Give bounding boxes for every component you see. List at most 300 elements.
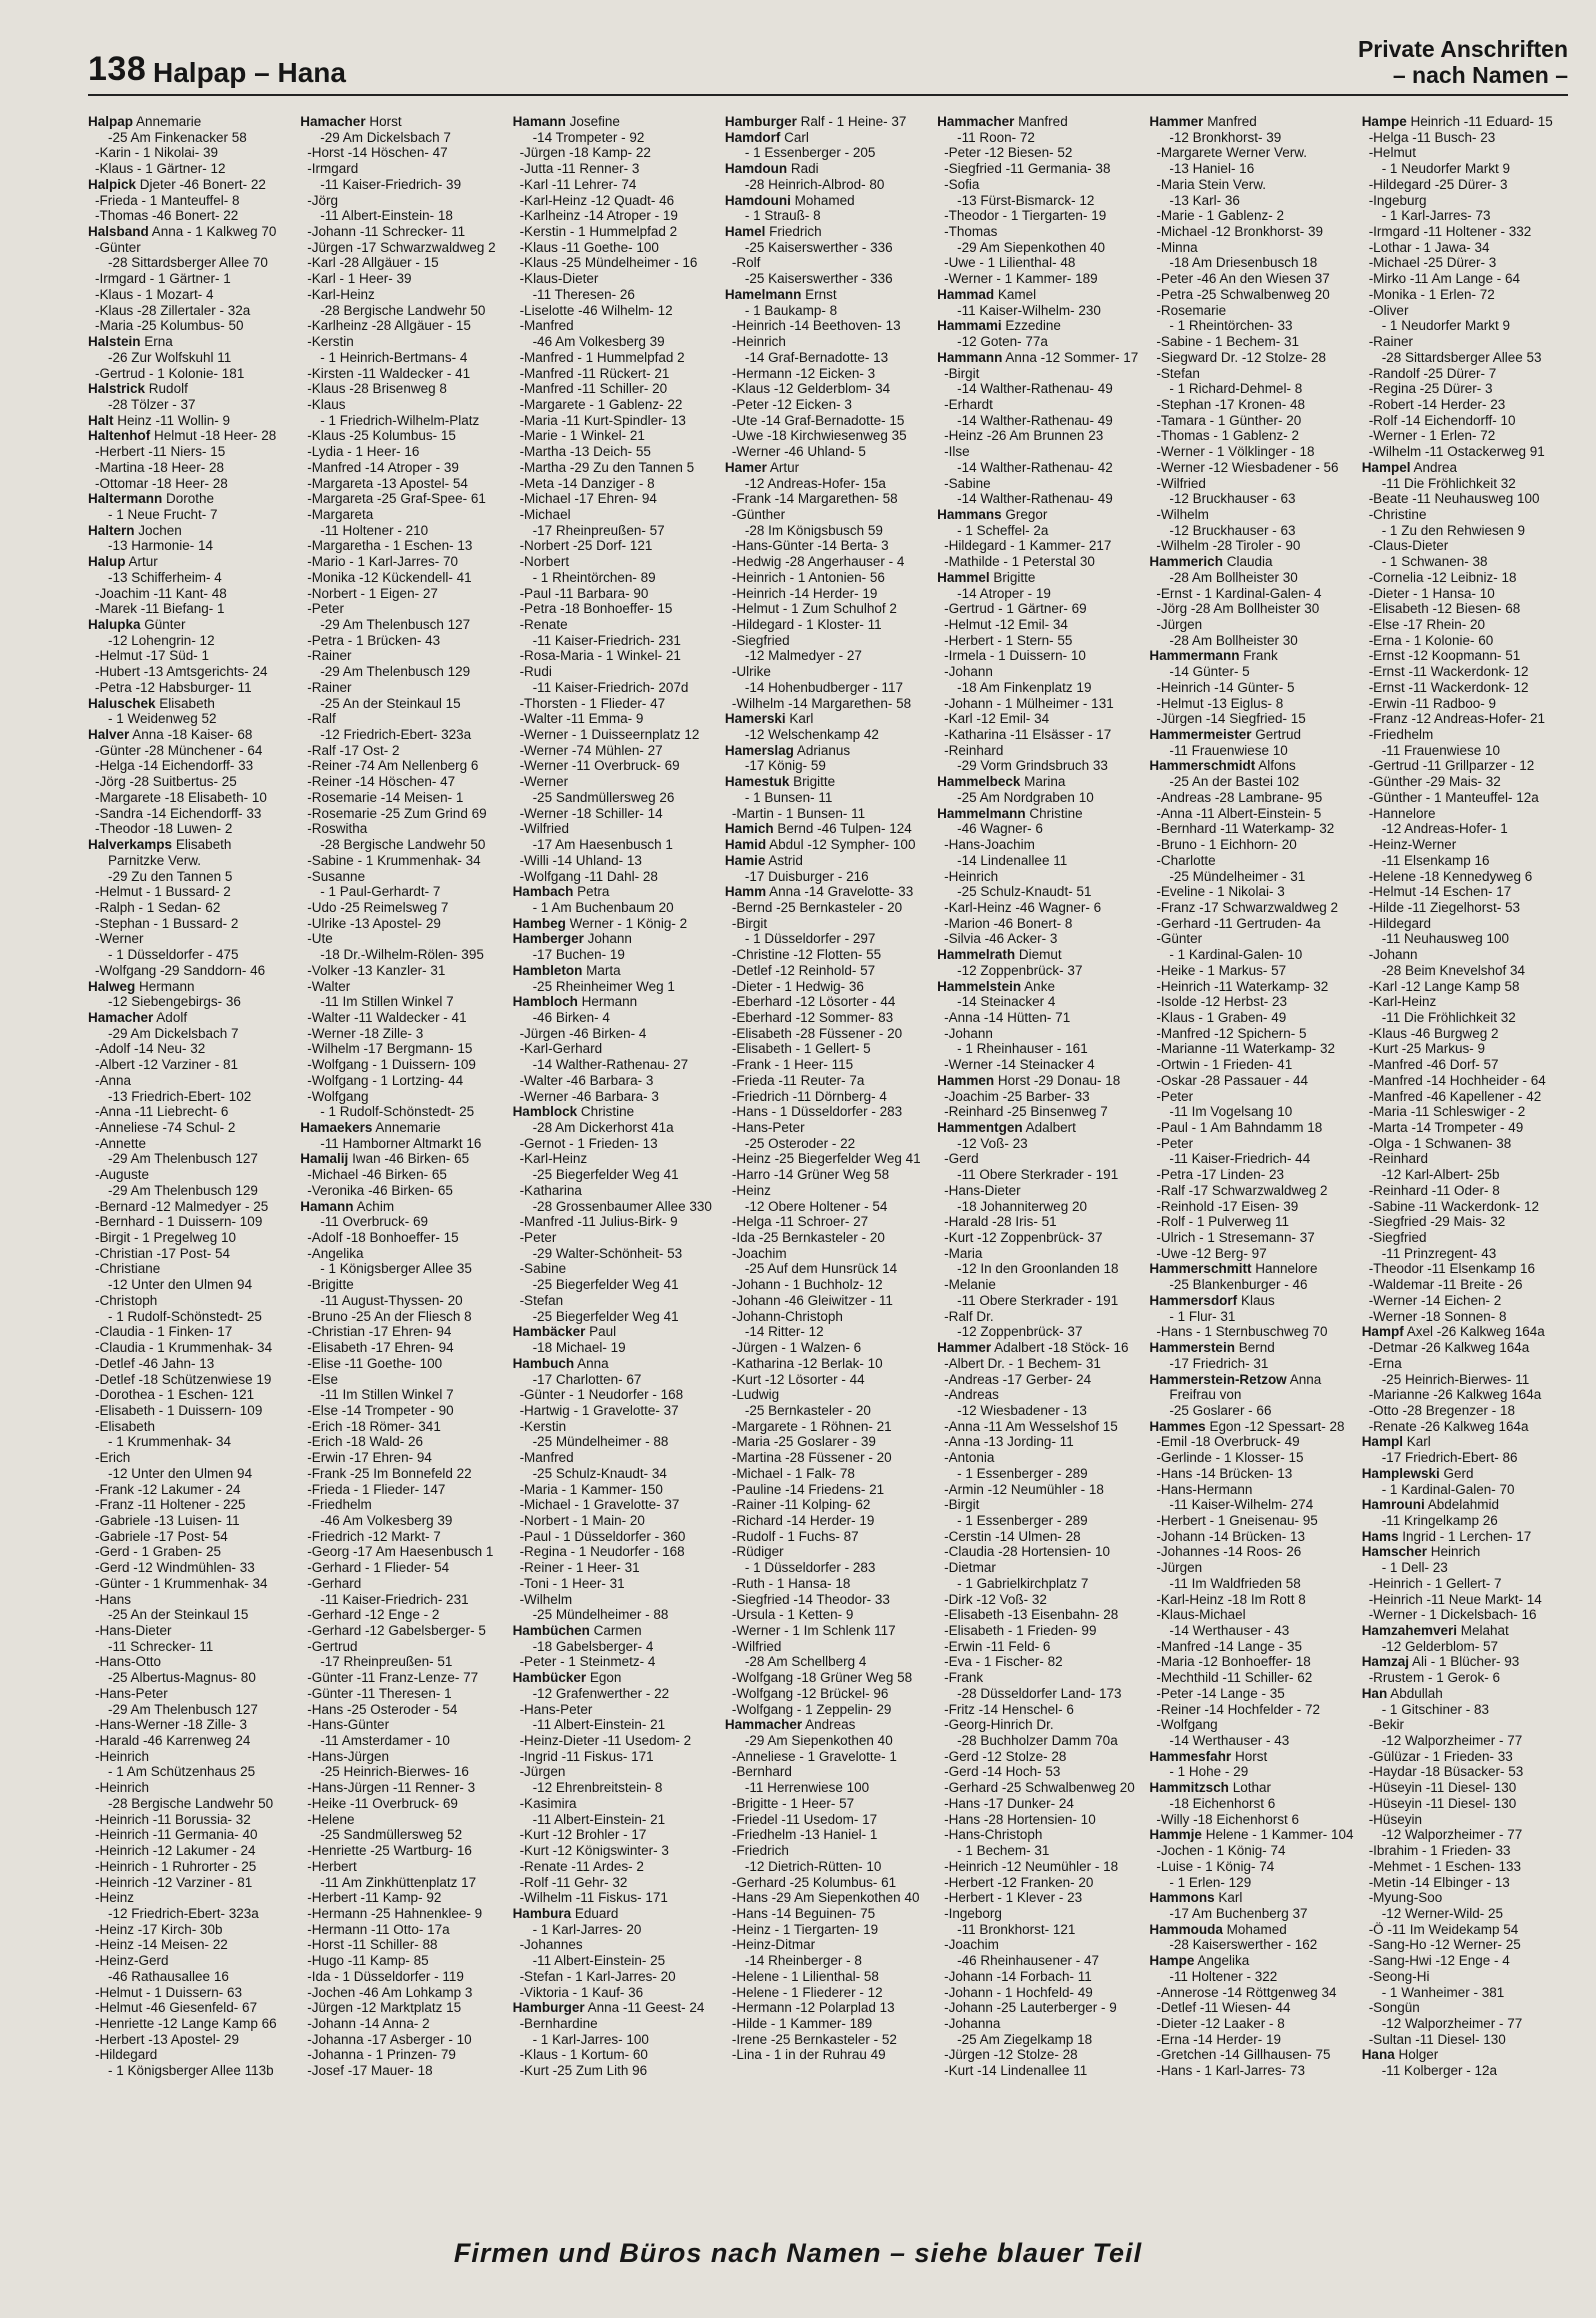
directory-entry: -12 Lohengrin- 12 <box>108 632 215 648</box>
directory-column <box>300 114 506 2206</box>
directory-entry: -Else -14 Trompeter - 90 <box>307 1402 454 1418</box>
directory-entry: -Ulrich - 1 Stresemann- 37 <box>1156 1230 1315 1246</box>
directory-entry: Halpap Annemarie <box>88 114 202 129</box>
directory-entry: -12 Andreas-Hofer- 15a <box>744 475 886 491</box>
directory-entry: -Günter -11 Theresen- 1 <box>307 1685 452 1701</box>
directory-entry: -Günter -28 Münchener - 64 <box>95 742 263 758</box>
directory-entry: -25 Sandmüllersweg 26 <box>532 789 675 805</box>
directory-entry: -Volker -13 Kanzler- 31 <box>307 962 446 978</box>
directory-entry: Hampe Angelika <box>1149 1953 1250 1969</box>
directory-entry: -Rainer <box>307 679 352 695</box>
directory-entry: Hammes Egon -12 Spessart- 28 <box>1149 1418 1345 1434</box>
directory-entry: -Ibrahim - 1 Frieden- 33 <box>1368 1843 1511 1859</box>
directory-entry: -Michael -12 Bronkhorst- 39 <box>1156 224 1323 240</box>
directory-entry: -Wilfried <box>731 1638 782 1654</box>
directory-entry: Hammer Manfred <box>1149 114 1257 129</box>
directory-entry: -25 Sandmüllersweg 52 <box>320 1827 463 1843</box>
directory-entry: Hamie Astrid <box>724 852 803 868</box>
directory-entry: -Mehmet - 1 Eschen- 133 <box>1368 1858 1522 1874</box>
directory-entry: -Wilfried <box>519 821 570 837</box>
directory-entry: -25 An der Steinkaul 15 <box>108 1607 249 1623</box>
directory-entry: -Silvia -46 Acker- 3 <box>944 931 1058 947</box>
directory-entry: -Bernard -12 Malmedyer - 25 <box>95 1198 269 1214</box>
surname: Hammelrath <box>937 947 1016 963</box>
directory-entry: -Veronika -46 Birken- 65 <box>307 1182 453 1198</box>
directory-entry: -12 Zoppenbrück- 37 <box>957 962 1083 978</box>
directory-entry: Hampe Heinrich -11 Eduard- 15 <box>1361 114 1553 129</box>
directory-entry: -Peter -12 Biesen- 52 <box>944 145 1073 161</box>
directory-entry: -Werner - 1 Dickelsbach- 16 <box>1368 1607 1537 1623</box>
directory-entry: -12 Bruckhauser - 63 <box>1169 491 1296 507</box>
directory-entry: -Albert -12 Varziner - 81 <box>95 1057 239 1073</box>
directory-entry: -Heinz <box>731 1182 771 1198</box>
directory-entry: -Michael <box>519 506 571 522</box>
directory-entry: -Jürgen <box>1156 617 1203 632</box>
directory-entry: -Heinz - 1 Tiergarten- 19 <box>731 1921 879 1937</box>
directory-entry: - 1 Düsseldorfer - 297 <box>744 931 876 947</box>
directory-entry: -Anneliese - 1 Gravelotte- 1 <box>731 1748 897 1764</box>
directory-entry: -Helga -14 Eichendorff- 33 <box>95 758 254 774</box>
directory-entry: -14 Hohenbudberger - 117 <box>744 679 903 695</box>
directory-entry: -Walter -11 Emma- 9 <box>519 711 644 727</box>
directory-entry: -Susanne <box>307 868 366 884</box>
directory-entry: -Klaus <box>307 396 346 412</box>
surname: Han <box>1361 1685 1388 1701</box>
directory-entry: -Paul - 1 Am Bahndamm 18 <box>1156 1120 1323 1135</box>
directory-entry: -Friedel -11 Usedom- 17 <box>731 1811 878 1827</box>
directory-entry: -12 Voß- 23 <box>957 1135 1028 1151</box>
directory-entry: Hammelstein Anke <box>937 978 1055 994</box>
directory-entry: -Jutta -11 Renner- 3 <box>519 161 640 177</box>
directory-entry: -Hüseyin <box>1368 1811 1422 1827</box>
directory-entry: -Günther <box>731 506 786 522</box>
surname: Halstein <box>88 334 141 350</box>
directory-entry: Haltermann Dorothe <box>88 491 215 507</box>
directory-entry: Hammerschmidt Alfons <box>1149 758 1296 774</box>
directory-entry: -Herbert -11 Niers- 15 <box>95 444 226 460</box>
directory-entry: -Birgit <box>944 1497 980 1513</box>
directory-entry: -Rolf -11 Gehr- 32 <box>519 1874 628 1890</box>
directory-entry: -Stefan - 1 Karl-Jarres- 20 <box>519 1968 676 1984</box>
directory-entry: -Helmut -17 Süd- 1 <box>95 648 210 664</box>
footer-note: Firmen und Büros nach Namen – siehe blauer Teil <box>453 2238 1143 2268</box>
directory-entry: -Ö -11 Im Weidekamp 54 <box>1368 1921 1519 1937</box>
directory-entry: -Gerhard -12 Enge - 2 <box>307 1607 440 1623</box>
directory-entry: -28 Am Dickerhorst 41a <box>532 1120 674 1135</box>
directory-entry: Hammentgen Adalbert <box>937 1120 1076 1135</box>
directory-entry: -Herbert <box>307 1858 357 1874</box>
directory-entry: -Hildegard -25 Dürer- 3 <box>1368 176 1508 192</box>
directory-entry: -Frieda -11 Reuter- 7a <box>731 1072 865 1088</box>
directory-entry: Hams Ingrid - 1 Lerchen- 17 <box>1361 1528 1532 1544</box>
surname: Hamdorf <box>724 129 781 145</box>
directory-entry: -Heinrich <box>95 1780 150 1796</box>
surname: Hamdouni <box>724 192 791 208</box>
directory-entry: -Friedrich -11 Dörnberg- 4 <box>731 1088 887 1104</box>
directory-entry: -Frieda - 1 Flieder- 147 <box>307 1481 446 1497</box>
directory-entry: -Rudolf - 1 Fuchs- 87 <box>731 1528 859 1544</box>
directory-entry: -Dorothea - 1 Eschen- 121 <box>95 1387 255 1403</box>
directory-entry: Halstein Erna <box>88 334 173 350</box>
directory-entry: -Norbert <box>519 554 570 570</box>
surname: Hammerschmitt <box>1149 1261 1252 1277</box>
directory-entry: -Detlef -18 Schützenwiese 19 <box>95 1371 272 1387</box>
directory-entry: -Hans-Otto <box>95 1654 162 1670</box>
surname: Hamscher <box>1361 1544 1427 1560</box>
directory-entry: -Birgit <box>944 365 980 381</box>
directory-entry: - 1 Wanheimer - 381 <box>1381 1984 1505 2000</box>
directory-entry: -Johann -25 Lauterberger - 9 <box>944 2000 1117 2016</box>
directory-entry: -Brigitte <box>307 1277 354 1293</box>
directory-entry: -14 Trompeter - 92 <box>532 129 645 145</box>
directory-entry: -Hans-Peter <box>519 1701 593 1717</box>
directory-entry: -Jürgen -14 Siegfried- 15 <box>1156 711 1306 727</box>
directory-entry: -11 Elsenkamp 16 <box>1381 852 1490 868</box>
directory-column <box>1149 114 1355 2206</box>
directory-entry: -11 Kaiser-Friedrich- 231 <box>320 1591 469 1607</box>
directory-entry: -Hermann -25 Hahnenklee- 9 <box>307 1905 483 1921</box>
directory-entry: -12 Dietrich-Rütten- 10 <box>744 1858 882 1874</box>
surname: Hamelmann <box>724 286 802 302</box>
directory-entry: -Werner -12 Wiesbadener - 56 <box>1156 459 1339 475</box>
directory-entry: Hamel Friedrich <box>724 224 822 240</box>
directory-column <box>513 114 719 2206</box>
directory-entry: -Heinrich -14 Herder- 19 <box>731 585 878 601</box>
surname: Hamplewski <box>1361 1465 1440 1481</box>
directory-entry: -Paul - 1 Düsseldorfer - 360 <box>519 1528 686 1544</box>
directory-entry: Hamberger Johann <box>512 931 632 947</box>
directory-entry: -Margarete - 1 Gablenz- 22 <box>519 396 683 412</box>
directory-entry: -Bekir <box>1368 1717 1404 1733</box>
directory-entry: -11 Kaiser-Friedrich- 231 <box>532 632 681 648</box>
directory-entry: - 1 Weidenweg 52 <box>108 711 217 727</box>
surname: Halupka <box>88 617 141 632</box>
directory-entry: -Karin - 1 Nikolai- 39 <box>95 145 219 161</box>
directory-entry: -Manfred -14 Lange - 35 <box>1156 1638 1302 1654</box>
directory-entry: -Luise - 1 König- 74 <box>1156 1858 1275 1874</box>
directory-entry: -Hans-Jürgen <box>307 1748 390 1764</box>
directory-entry: -13 Fürst-Bismarck- 12 <box>957 192 1095 208</box>
directory-entry: -Erich <box>95 1450 131 1466</box>
directory-entry: -Ute -14 Graf-Bernadotte- 15 <box>731 412 905 428</box>
directory-entry: -Beate -11 Neuhausweg 100 <box>1368 491 1540 507</box>
directory-entry: -14 Atroper - 19 <box>957 585 1051 601</box>
directory-entry: -Sabine <box>944 475 991 491</box>
surname: Hamacher <box>300 114 366 129</box>
surname: Halsband <box>88 224 149 240</box>
directory-entry: -Kurt -12 Zoppenbrück- 37 <box>944 1230 1103 1246</box>
surname: Hammelmann <box>937 805 1026 821</box>
directory-entry: -Gerd -14 Hoch- 53 <box>944 1764 1061 1780</box>
directory-entry: -Melanie <box>944 1277 996 1293</box>
directory-entry: -Detlef -12 Reinhold- 57 <box>731 962 876 978</box>
surname: Hammermann <box>1149 648 1240 664</box>
directory-entry: -Rolf <box>731 255 761 271</box>
directory-entry: -18 Am Driesenbusch 18 <box>1169 255 1318 271</box>
surname: Halweg <box>88 978 136 994</box>
surname: Hammerschmidt <box>1149 758 1256 774</box>
directory-entry: -12 Karl-Albert- 25b <box>1381 1167 1500 1183</box>
directory-entry: -Helmut -12 Emil- 34 <box>944 617 1068 632</box>
directory-entry: -25 Rheinheimer Weg 1 <box>532 978 675 994</box>
directory-entry: -12 Friedrich-Ebert- 323a <box>320 727 472 743</box>
surname: Hampel <box>1361 459 1411 475</box>
directory-entry: -Erwin -11 Feld- 6 <box>944 1638 1051 1654</box>
directory-entry: -Helene - 1 Fliederer - 12 <box>731 1984 883 2000</box>
directory-entry: -Armin -12 Neumühler - 18 <box>944 1481 1104 1497</box>
directory-entry: -Klaus - 1 Mozart- 4 <box>95 286 214 302</box>
directory-entry: -Frank -14 Margarethen- 58 <box>731 491 898 507</box>
directory-entry: -Maria Stein Verw. <box>1156 176 1266 192</box>
directory-entry: -Rolf -14 Eichendorff- 10 <box>1368 412 1516 428</box>
directory-entry: -28 Bergische Landwehr 50 <box>108 1795 274 1811</box>
directory-entry: -Kurt -12 Königswinter- 3 <box>519 1843 669 1859</box>
surname: Hana <box>1361 2047 1395 2063</box>
directory-entry: -Gernot - 1 Frieden- 13 <box>519 1135 658 1151</box>
directory-entry: -Reiner -14 Höschen- 47 <box>307 774 456 790</box>
directory-entry: -Ida -25 Bernkasteler - 20 <box>731 1230 885 1246</box>
directory-entry: -Maria -25 Goslarer - 39 <box>731 1434 876 1450</box>
directory-entry: Hammel Brigitte <box>937 569 1036 585</box>
surname: Hamblock <box>512 1104 578 1120</box>
directory-entry: -Isolde -12 Herbst- 23 <box>1156 994 1287 1010</box>
directory-entry: Hammann Anna -12 Sommer- 17 <box>937 349 1139 365</box>
directory-columns <box>88 114 1568 2206</box>
directory-entry: Haltern Jochen <box>88 522 182 538</box>
directory-entry: -Jürgen -12 Stolze- 28 <box>944 2047 1078 2063</box>
surname: Hamestuk <box>724 774 790 790</box>
directory-entry: -Hermann -12 Eicken- 3 <box>731 365 876 381</box>
directory-entry: -Wolfgang - 1 Zeppelin- 29 <box>731 1701 892 1717</box>
directory-entry: -Dieter - 1 Hansa- 10 <box>1368 585 1495 601</box>
directory-entry: -Ingrid -11 Fiskus- 171 <box>519 1748 654 1764</box>
directory-entry: Hamplewski Gerd <box>1361 1465 1474 1481</box>
directory-entry: -Eveline - 1 Nikolai- 3 <box>1156 884 1285 900</box>
directory-entry: -Uwe -18 Kirchwiesenweg 35 <box>731 428 907 444</box>
directory-entry: -Heinz-Gerd <box>95 1953 169 1969</box>
directory-entry: -Wolfgang -29 Sanddorn- 46 <box>95 962 266 978</box>
directory-entry: -Werner -14 Eichen- 2 <box>1368 1292 1502 1308</box>
directory-entry: Hammer Adalbert -18 Stöck- 16 <box>937 1340 1129 1356</box>
directory-entry: Freifrau von <box>1169 1387 1242 1403</box>
directory-entry: -13 Haniel- 16 <box>1169 161 1255 177</box>
directory-entry: -17 Duisburger - 216 <box>744 868 869 884</box>
directory-entry: Hamzaj Ali - 1 Blücher- 93 <box>1361 1654 1520 1670</box>
directory-entry: -Werner -18 Schiller- 14 <box>519 805 663 821</box>
directory-entry: -25 Am Finkenacker 58 <box>108 129 247 145</box>
directory-entry: -Helene -18 Kennedyweg 6 <box>1368 868 1533 884</box>
directory-entry: -Oliver <box>1368 302 1409 318</box>
directory-entry: Hammons Karl <box>1149 1890 1243 1906</box>
directory-entry: -14 Walther-Rathenau- 49 <box>957 491 1113 507</box>
directory-entry: -Hans-Joachim <box>944 837 1035 853</box>
directory-entry: -Kerstin <box>307 334 354 350</box>
directory-entry: -25 Heinrich-Bierwes- 16 <box>320 1764 469 1780</box>
directory-entry: -11 Frauenwiese 10 <box>1381 742 1501 758</box>
directory-entry: -Michael - 1 Falk- 78 <box>731 1465 855 1481</box>
directory-entry: -Werner - 1 Erlen- 72 <box>1368 428 1496 444</box>
directory-entry: -Anna -13 Jording- 11 <box>944 1434 1074 1450</box>
directory-entry: -Heinrich -14 Beethoven- 13 <box>731 318 901 334</box>
directory-entry: -Reinhard <box>944 742 1004 758</box>
directory-entry: -Karl-Heinz <box>519 1151 588 1167</box>
directory-entry: -12 Andreas-Hofer- 1 <box>1381 821 1508 837</box>
directory-entry: -Elise -11 Goethe- 100 <box>307 1355 443 1371</box>
surname: Hammouda <box>1149 1921 1223 1937</box>
directory-entry: -29 Am Dickelsbach 7 <box>108 1025 239 1041</box>
directory-entry: -Horst -11 Schiller- 88 <box>307 1937 438 1953</box>
directory-entry: -Kurt -12 Brohler - 17 <box>519 1827 647 1843</box>
directory-entry: -Stephan -17 Kronen- 48 <box>1156 396 1306 412</box>
directory-entry: -Ingeborg <box>944 1905 1002 1921</box>
surname: Halpick <box>88 176 137 192</box>
directory-entry: -Jürgen -46 Birken- 4 <box>519 1025 647 1041</box>
directory-entry: -Helga -11 Schroer- 27 <box>731 1214 869 1230</box>
directory-entry: -Hans <box>95 1591 132 1607</box>
directory-entry: - 1 Am Buchenbaum 20 <box>532 899 674 915</box>
directory-entry: -14 Walther-Rathenau- 49 <box>957 381 1113 397</box>
directory-entry: -Reinhard -25 Binsenweg 7 <box>944 1104 1108 1120</box>
directory-entry: -Petra -18 Bonhoeffer- 15 <box>519 601 673 617</box>
directory-entry: -11 Am Zinkhüttenplatz 17 <box>320 1874 477 1890</box>
directory-entry: -Katharina -11 Elsässer - 17 <box>944 727 1112 743</box>
directory-entry: -25 Kaiserswerther - 336 <box>744 271 893 287</box>
directory-entry: - 1 Baukamp- 8 <box>744 302 838 318</box>
directory-entry: -Petra -17 Linden- 23 <box>1156 1167 1284 1183</box>
directory-entry: -25 Biegerfelder Weg 41 <box>532 1308 679 1324</box>
directory-entry: -Gerd - 1 Graben- 25 <box>95 1544 222 1560</box>
surname: Hammami <box>937 318 1002 334</box>
directory-entry: -Klaus - 1 Graben- 49 <box>1156 1009 1287 1025</box>
directory-entry: Hammouda Mohamed <box>1149 1921 1287 1937</box>
directory-entry: -Ilse <box>944 444 970 460</box>
directory-entry: -Wilhelm -11 Ostackerweg 91 <box>1368 444 1545 460</box>
directory-entry: -Johannes <box>519 1937 583 1953</box>
directory-entry: - 1 Gitschiner - 83 <box>1381 1701 1489 1717</box>
directory-entry: -Heinz <box>95 1890 135 1906</box>
directory-entry: -11 Theresen- 26 <box>532 286 635 302</box>
directory-entry: -Theodor - 1 Tiergarten- 19 <box>944 208 1107 224</box>
surname: Hammad <box>937 286 995 302</box>
directory-entry: -Friedhelm <box>1368 727 1434 743</box>
directory-entry: -11 Albert-Einstein- 21 <box>532 1811 666 1827</box>
directory-entry: -Kirsten -11 Waldecker - 41 <box>307 365 471 381</box>
directory-entry: -17 Friedrich- 31 <box>1169 1355 1269 1371</box>
directory-entry: -29 Am Siepenkothen 40 <box>957 239 1105 255</box>
directory-entry: -Sabine - 1 Bechem- 31 <box>1156 334 1299 350</box>
directory-entry: -Olga - 1 Schwanen- 38 <box>1368 1135 1512 1151</box>
directory-entry: -11 Kaiser-Friedrich- 44 <box>1169 1151 1311 1167</box>
directory-entry: -Manfred <box>519 318 574 334</box>
directory-entry: -Liselotte -46 Wilhelm- 12 <box>519 302 673 318</box>
directory-entry: -Karl - 1 Heer- 39 <box>307 271 412 287</box>
directory-entry: -Klaus -25 Mündelheimer - 16 <box>519 255 698 271</box>
directory-entry: -Gerhard <box>307 1575 362 1591</box>
directory-entry: -Werner -46 Uhland- 5 <box>731 444 866 460</box>
directory-entry: -Karl -12 Lange Kamp 58 <box>1368 978 1520 994</box>
directory-entry: -Helene - 1 Lilienthal- 58 <box>731 1968 879 1984</box>
directory-entry: -Gabriele -13 Luisen- 11 <box>95 1512 240 1528</box>
directory-entry: -Wolfgang -12 Brückel- 96 <box>731 1685 889 1701</box>
directory-entry: -11 Obere Sterkrader - 191 <box>957 1292 1119 1308</box>
directory-entry: -Wolfgang -11 Dahl- 28 <box>519 868 658 884</box>
directory-entry: -Metin -14 Elbinger - 13 <box>1368 1874 1510 1890</box>
directory-entry: -Herbert -13 Apostel- 29 <box>95 2031 240 2047</box>
directory-entry: - 1 Dell- 23 <box>1381 1560 1448 1576</box>
directory-entry: -Elisabeth -13 Eisenbahn- 28 <box>944 1607 1119 1623</box>
directory-entry: -Hans -28 Hortensien- 10 <box>944 1811 1096 1827</box>
directory-entry: -Erich -18 Römer- 341 <box>307 1418 441 1434</box>
directory-entry: Hambuch Anna <box>512 1355 609 1371</box>
directory-entry: -Mathilde - 1 Peterstal 30 <box>944 554 1095 570</box>
directory-entry: -Siegfried -14 Theodor- 33 <box>731 1591 890 1607</box>
directory-entry: -Helmut -13 Eiglus- 8 <box>1156 695 1284 711</box>
directory-entry: -Kurt -12 Lösorter - 44 <box>731 1371 865 1387</box>
surname: Hampl <box>1361 1434 1403 1450</box>
directory-entry: -Pauline -14 Friedens- 21 <box>731 1481 885 1497</box>
directory-entry: -Manfred -12 Spichern- 5 <box>1156 1025 1307 1041</box>
directory-entry: -Kurt -25 Zum Lith 96 <box>519 2063 648 2079</box>
directory-entry: -Wolfgang - 1 Duissern- 109 <box>307 1057 476 1073</box>
directory-entry: -Jörg -28 Am Bollheister 30 <box>1156 601 1320 617</box>
directory-entry: -12 Walporzheimer - 77 <box>1381 1733 1523 1749</box>
directory-entry: -11 Albert-Einstein- 25 <box>532 1953 666 1969</box>
directory-entry: -Kerstin <box>519 1418 567 1434</box>
directory-entry: Hammelmann Christine <box>937 805 1083 821</box>
directory-entry: -Karl-Heinz -18 Im Rott 8 <box>1156 1591 1306 1607</box>
surname: Halverkamps <box>88 837 173 853</box>
directory-entry: Hammami Ezzedine <box>937 318 1061 334</box>
directory-entry: -Ernst -11 Wackerdonk- 12 <box>1368 664 1529 680</box>
directory-entry: -Friedhelm -13 Haniel- 1 <box>731 1827 878 1843</box>
directory-entry: -Margarete Werner Verw. <box>1156 145 1307 161</box>
directory-entry: -12 Werner-Wild- 25 <box>1381 1905 1503 1921</box>
directory-entry: -Joachim -25 Barber- 33 <box>944 1088 1090 1104</box>
directory-entry: -14 Günter- 5 <box>1169 664 1250 680</box>
directory-entry: -Toni - 1 Heer- 31 <box>519 1575 625 1591</box>
directory-entry: -11 Kaiser-Friedrich- 39 <box>320 176 462 192</box>
directory-entry: -Anna -11 Am Wesselshof 15 <box>944 1418 1118 1434</box>
directory-entry: -Werner -46 Barbara- 3 <box>519 1088 659 1104</box>
directory-entry: -Manfred - 1 Hummelpfad 2 <box>519 349 685 365</box>
directory-entry: -Jürgen -12 Marktplatz 15 <box>307 2000 462 2016</box>
directory-entry: -Rosemarie <box>1156 302 1227 318</box>
directory-entry: -Birgit <box>731 915 768 931</box>
directory-entry: - 1 Erlen- 129 <box>1169 1874 1252 1890</box>
directory-entry: -Hugo -11 Kamp- 85 <box>307 1953 429 1969</box>
directory-entry: -Brigitte - 1 Heer- 57 <box>731 1795 855 1811</box>
directory-entry: -Annette <box>95 1135 147 1151</box>
directory-entry: Halver Anna -18 Kaiser- 68 <box>88 727 253 743</box>
directory-entry: -Klaus -25 Kolumbus- 15 <box>307 428 456 444</box>
directory-entry: -Anneliese -74 Schul- 2 <box>95 1120 236 1135</box>
directory-entry: -Jürgen -18 Kamp- 22 <box>519 145 651 161</box>
directory-entry: - 1 Rheintörchen- 33 <box>1169 318 1293 334</box>
directory-entry: -14 Walther-Rathenau- 49 <box>957 412 1113 428</box>
directory-entry: -Ingeburg <box>1368 192 1427 208</box>
directory-entry: -12 In den Groonlanden 18 <box>957 1261 1119 1277</box>
surname: Halt <box>88 412 114 428</box>
directory-entry: -Hans-Dieter <box>95 1623 172 1638</box>
directory-entry: -Hans -14 Brücken- 13 <box>1156 1465 1293 1481</box>
directory-entry: -Monika -12 Kückendell- 41 <box>307 569 472 585</box>
directory-entry: -Hans -14 Beguinen- 75 <box>731 1905 876 1921</box>
directory-entry: -Rainer <box>307 648 352 664</box>
directory-entry: -Klaus - 1 Kortum- 60 <box>519 2047 648 2063</box>
directory-entry: -Hüseyin -11 Diesel- 130 <box>1368 1780 1517 1796</box>
directory-entry: -12 Friedrich-Ebert- 323a <box>108 1905 259 1921</box>
directory-entry: -Hans -25 Osteroder - 54 <box>307 1701 458 1717</box>
